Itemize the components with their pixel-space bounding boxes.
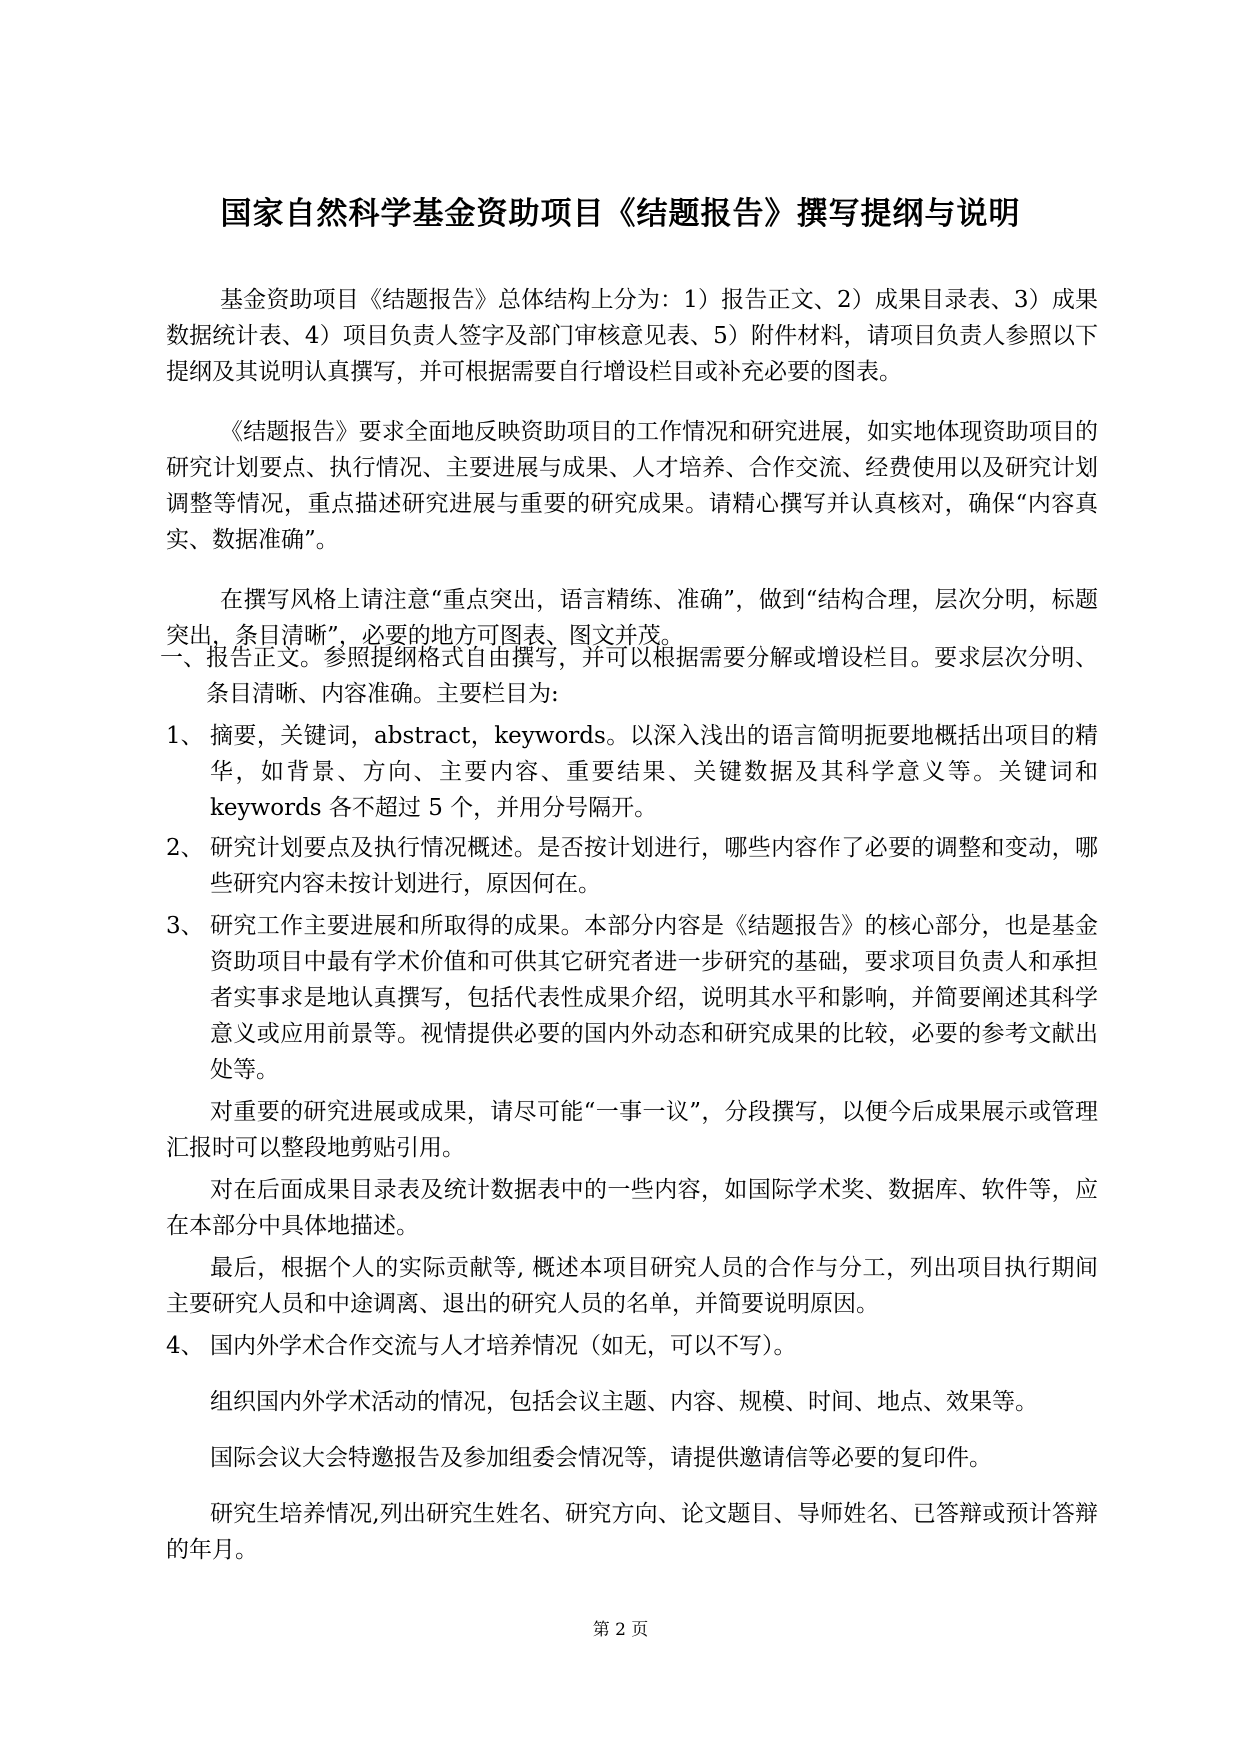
- list-item-1-number: 1、: [166, 723, 204, 749]
- item-4-note-1: 组织国内外学术活动的情况，包括会议主题、内容、规模、时间、地点、效果等。: [210, 1389, 1038, 1415]
- item-3-note-3: 最后，根据个人的实际贡献等, 概述本项目研究人员的合作与分工，列出项目执行期间主要研究人员和中途调离、退出的研究人员的名单，并简要说明原因。: [166, 1255, 1098, 1317]
- item-4-note-2: 国际会议大会特邀报告及参加组委会情况等，请提供邀请信等必要的复印件。: [210, 1445, 992, 1471]
- list-item-2-text: 研究计划要点及执行情况概述。是否按计划进行，哪些内容作了必要的调整和变动，哪些研究内容未按计划进行，原因何在。: [210, 835, 1098, 897]
- list-item-4: [166, 1328, 1098, 1364]
- list-item-2-number: 2、: [166, 835, 204, 861]
- page-title: 国家自然科学基金资助项目《结题报告》撰写提纲与说明: [220, 196, 1021, 232]
- item-4-note-3: 研究生培养情况,列出研究生姓名、研究方向、论文题目、导师姓名、已答辩或预计答辩的年月。: [166, 1501, 1098, 1563]
- intro-paragraph-1: 基金资助项目《结题报告》总体结构上分为：1）报告正文、2）成果目录表、3）成果数据统计表、4）项目负责人签字及部门审核意见表、5）附件材料，请项目负责人参照以下提纲及其说明认真撰写，并可根据需要自行增设栏目或补充必要的图表。: [166, 287, 1098, 385]
- intro-paragraph-2: 《结题报告》要求全面地反映资助项目的工作情况和研究进展，如实地体现资助项目的研究计划要点、执行情况、主要进展与成果、人才培养、合作交流、经费使用以及研究计划调整等情况，重点描述研究进展与重要的研究成果。请精心撰写并认真核对，确保“内容真实、数据准确”。: [166, 419, 1098, 553]
- list-item-1-text: 摘要，关键词，abstract，keywords。以深入浅出的语言简明扼要地概括出项目的精华，如背景、方向、主要内容、重要结果、关键数据及其科学意义等。关键词和keywords 各不超过 5 个，并用分号隔开。: [210, 723, 1098, 821]
- list-item-1: [166, 718, 1098, 826]
- section-1-text: 报告正文。参照提纲格式自由撰写，并可以根据需要分解或增设栏目。要求层次分明、条目清晰、内容准确。主要栏目为:: [206, 645, 1098, 707]
- intro-paragraph-3: 在撰写风格上请注意“重点突出，语言精练、准确”，做到“结构合理，层次分明，标题突出，条目清晰”，必要的地方可图表、图文并茂。: [166, 587, 1098, 649]
- list-item-3-text: 研究工作主要进展和所取得的成果。本部分内容是《结题报告》的核心部分，也是基金资助项目中最有学术价值和可供其它研究者进一步研究的基础，要求项目负责人和承担者实事求是地认真撰写，包括代表性成果介绍，说明其水平和影响，并简要阐述其科学意义或应用前景等。视情提供必要的国内外动态和研究成果的比较，必要的参考文献出处等。: [210, 913, 1098, 1083]
- item-3-note-2: 对在后面成果目录表及统计数据表中的一些内容，如国际学术奖、数据库、软件等，应在本部分中具体地描述。: [166, 1177, 1098, 1239]
- list-item-4-text: 国内外学术合作交流与人才培养情况（如无，可以不写）。: [210, 1333, 797, 1359]
- section-1: [160, 640, 1098, 712]
- item-3-note-1: 对重要的研究进展或成果，请尽可能“一事一议”，分段撰写，以便今后成果展示或管理汇报时可以整段地剪贴引用。: [166, 1099, 1098, 1161]
- list-item-2: [166, 830, 1098, 902]
- list-item-3-number: 3、: [166, 913, 204, 939]
- list-item-3: [166, 908, 1098, 1088]
- section-1-number: 一、: [160, 645, 206, 671]
- page-number: 第 2 页: [592, 1620, 649, 1640]
- list-item-4-number: 4、: [166, 1333, 204, 1359]
